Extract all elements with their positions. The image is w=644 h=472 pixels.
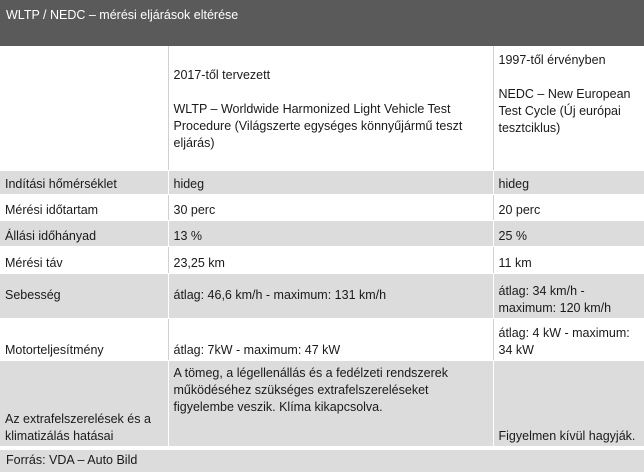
nedc-value: hideg (493, 170, 644, 194)
row-label: Állási időhányad (0, 220, 168, 246)
wltp-value: hideg (168, 170, 493, 194)
table-row (0, 273, 644, 318)
nedc-value: 25 % (493, 220, 644, 246)
table-row (0, 170, 644, 194)
nedc-value: 20 perc (493, 194, 644, 220)
row-label: Mérési táv (0, 246, 168, 273)
header-nedc-cell (493, 46, 644, 170)
nedc-value: 11 km (493, 246, 644, 273)
wltp-intro: 2017-től tervezett (173, 67, 271, 82)
source-note: Forrás: VDA – Auto Bild (0, 450, 644, 472)
table-row (0, 246, 644, 273)
table-row (0, 360, 644, 446)
wltp-value: 23,25 km (168, 246, 493, 273)
row-label: Motorteljesítmény (0, 318, 168, 360)
wltp-value: átlag: 7kW - maximum: 47 kW (168, 318, 493, 360)
header-empty-cell (0, 46, 168, 170)
wltp-value: A tömeg, a légellenállás és a fedélzeti rendszerek működéséhez szükséges extrafelszereléseket figyelembe veszik. Klíma kikapcsolva. (168, 360, 493, 446)
nedc-value: Figyelmen kívül hagyják. (493, 360, 644, 446)
wltp-name: WLTP – Worldwide Harmonized Light Vehicle Test Procedure (Világszerte egységes könnyűjármű teszt eljárás) (173, 101, 463, 150)
table-row (0, 220, 644, 246)
comparison-table (0, 46, 644, 447)
nedc-name: NEDC – New European Test Cycle (Új európai tesztciklus) (498, 87, 631, 135)
row-label: Az extrafelszerelések és a klimatizálás hatásai (0, 360, 168, 446)
header-wltp-cell (168, 46, 493, 170)
row-label: Sebesség (0, 273, 168, 318)
nedc-intro: 1997-től érvényben (498, 53, 606, 67)
table-row (0, 194, 644, 220)
table-row (0, 318, 644, 360)
wltp-value: 30 perc (168, 194, 493, 220)
wltp-value: átlag: 46,6 km/h - maximum: 131 km/h (168, 273, 493, 318)
wltp-value: 13 % (168, 220, 493, 246)
nedc-value: átlag: 34 km/h - maximum: 120 km/h (493, 273, 644, 318)
nedc-value: átlag: 4 kW - maximum: 34 kW (493, 318, 644, 360)
row-label: Indítási hőmérséklet (0, 170, 168, 194)
header-row (0, 46, 644, 170)
table-title: WLTP / NEDC – mérési eljárások eltérése (0, 0, 644, 46)
row-label: Mérési időtartam (0, 194, 168, 220)
